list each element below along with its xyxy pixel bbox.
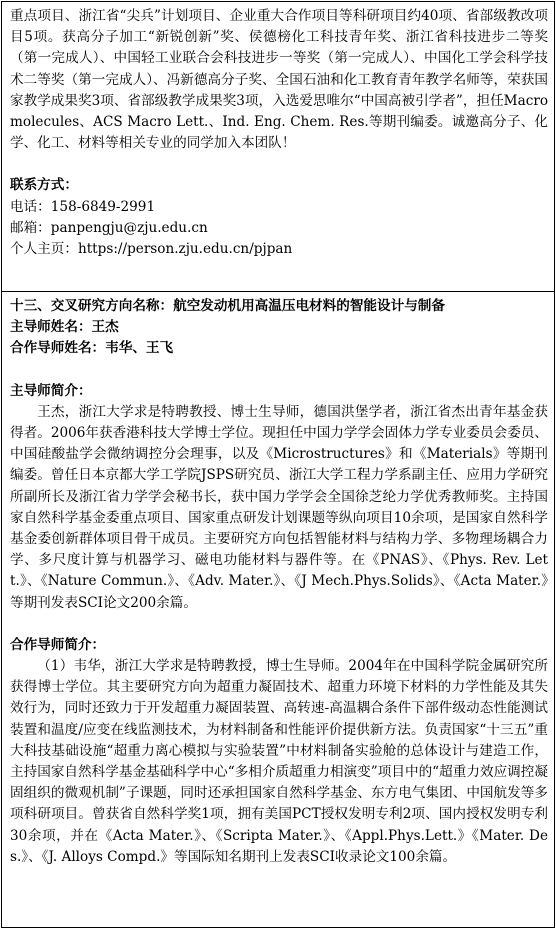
section-title: 十三、交叉研究方向名称：航空发动机用高温压电材料的智能设计与制备 bbox=[10, 298, 445, 314]
co-intro-paragraph: （1）韦华，浙江大学求是特聘教授，博士生导师。2004年在中国科学院金属研究所获得博士学位。其主要研究方向为超重力凝固技术、超重力环境下材料的力学性能及其失效行为，同时还致力于开发超重力凝固装置、高转速-高温耦合条件下部件级动态性能测试装置和温度/应变在线监测技术，为材料制备和性能评价提供新方法。负责国家“十三五”重大科技基础设施“超重力离心模拟与实验装置”中材料制备实验舱的总体设计与建造工作，主持国家自然科学基金基础科学中心“多相介质超重力相演变”项目中的“超重力效应调控凝固组织的微观机制”子课题，同时还承担国家自然科学基金、东方电气集团、中国航发等多项科研项目。曾获省自然科学奖1项，拥有美国PCT授权发明专利2项、国内授权发明专利30余项，并在《Acta Mater.》、《Scripta Mater.》、《Appl.Phys.Lett.》《Mater. Des.》、《J. Alloys Compd.》等国际知名期刊上发表SCI收录论文100余篇。 bbox=[10, 658, 548, 865]
co-supervisor-names: 合作导师姓名：韦华、王飞 bbox=[10, 340, 174, 357]
contact-phone: 电话：158-6849-2991 bbox=[10, 198, 156, 215]
spacer bbox=[10, 360, 548, 381]
contact-homepage: 个人主页：https://person.zju.edu.cn/pjpan bbox=[10, 241, 293, 258]
main-intro-heading: 主导师简介： bbox=[10, 382, 92, 399]
co-intro-heading: 合作导师简介： bbox=[10, 636, 106, 653]
contact-heading: 联系方式： bbox=[10, 177, 78, 194]
document-page bbox=[1, 1, 555, 928]
table-cell-section-12 bbox=[2, 2, 554, 292]
main-supervisor-name: 主导师姓名：王杰 bbox=[10, 319, 119, 336]
spacer bbox=[10, 154, 548, 175]
main-intro-paragraph: 王杰，浙江大学求是特聘教授、博士生导师，德国洪堡学者，浙江省杰出青年基金获得者。2006年获香港科技大学博士学位。现担任中国力学学会固体力学专业委员会委员、中国硅酸盐学会微纳调控分会理事，以及《Microstructures》和《Materials》等期刊编委。曾任日本京都大学工学院JSPS研究员、浙江大学工程力学系副主任、应用力学研究所副所长及浙江省力学学会秘书长，获中国力学学会全国徐芝纶力学优秀教师奖。主持国家自然科学基金委重点项目、国家重点研发计划课题等纵向项目10余项，是国家自然科学基金委创新群体项目骨干成员。主要研究方向包括智能材料与结构力学、多物理场耦合力学、多尺度计算与机器学习、磁电功能材料与器件等。在《PNAS》、《Phys. Rev. Lett.》、《Nature Commun.》、《Adv. Mater.》、《J Mech.Phys.Solids》、《Acta Mater.》等期刊发表SCI论文200余篇。 bbox=[10, 403, 548, 611]
spacer bbox=[10, 614, 548, 635]
contact-email: 邮箱：panpengju@zju.edu.cn bbox=[10, 219, 208, 236]
intro-tail-paragraph: 重点项目、浙江省“尖兵”计划项目、企业重大合作项目等科研项目约40项、省部级教改项目5项。获高分子加工“新锐创新”奖、侯德榜化工科技青年奖、浙江省科技进步二等奖（第一完成人）、中国轻工业联合会科技进步一等奖（第一完成人）、中国化工学会科学技术二等奖（第一完成人）、冯新德高分子奖、全国石油和化工教育青年教学名师等，荣获国家教学成果奖3项、省部级教学成果奖3项，入选爱思唯尔“中国高被引学者”，担任Macromolecules、ACS Macro Lett.、Ind. Eng. Chem. Res.等期刊编委。诚邀高分子、化学、化工、材料等相关专业的同学加入本团队！ bbox=[10, 8, 548, 152]
table-cell-section-13 bbox=[2, 292, 554, 868]
